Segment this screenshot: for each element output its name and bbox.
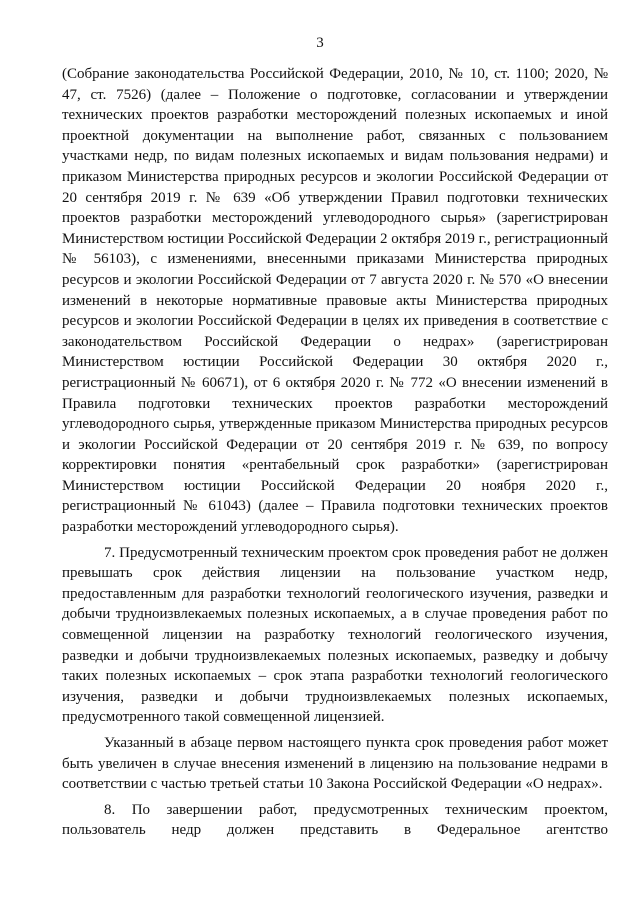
paragraph-continuation: (Собрание законодательства Российской Федерации, 2010, № 10, ст. 1100; 2020, № 47, ст. 7526) (далее – Положение о подготовке, согласовании и утверждении технических проектов разработки месторождений полезных ископаемых и иной проектной документации на выполнение работ, связанных с пользованием участками недр, по видам полезных ископаемых и видам пользования недрами) и приказом Министерства природных ресурсов и экологии Российской Федерации от 20 сентября 2019 г. № 639 «Об утверждении Правил подготовки технических проектов разработки месторождений углеводородного сырья» (зарегистрирован Министерством юстиции Российской Федерации 2 октября 2019 г., регистрационный № 56103), с изменениями, внесенными приказами Министерства природных ресурсов и экологии Российской Федерации от 7 августа 2020 г. № 570 «О внесении изменений в некоторые нормативные правовые акты Министерства природных ресурсов и экологии Российской Федерации в целях их приведения в соответствие с законодательством Российской Федерации о недрах» (зарегистрирован Министерством юстиции Российской Федерации 30 октября 2020 г., регистрационный № 60671), от 6 октября 2020 г. № 772 «О внесении изменений в Правила подготовки технических проектов разработки месторождений углеводородного сырья, утвержденные приказом Министерства природных ресурсов и экологии Российской Федерации от 20 сентября 2019 г. № 639, по вопросу корректировки понятия «рентабельный срок разработки» (зарегистрирован Министерством юстиции Российской Федерации 20 ноября 2020 г., регистрационный № 61043) (далее – Правила подготовки технических проектов разработки месторождений углеводородного сырья).: [62, 66, 608, 536]
paragraph-item-7: 7. Предусмотренный техническим проектом срок проведения работ не должен превышать срок действия лицензии на пользование участком недр, предоставленным для разработки технологий геологического изучения, разведки и добычи трудноизвлекаемых полезных ископаемых, а в случае проведения работ по совмещенной лицензии на разработку технологий геологического изучения, разведки и добычи трудноизвлекаемых полезных ископаемых, разведку и добычу таких полезных ископаемых – срок этапа разработки технологий геологического изучения, разведки и добычи трудноизвлекаемых полезных ископаемых, предусмотренного такой совмещенной лицензией.: [62, 544, 608, 726]
document-body: [62, 64, 608, 841]
paragraph-item-7-second: Указанный в абзаце первом настоящего пункта срок проведения работ может быть увеличен в случае внесения изменений в лицензию на пользование недрами в соответствии с частью третьей статьи 10 Закона Российской Федерации «О недрах».: [62, 735, 608, 793]
paragraph-item-8: 8. По завершении работ, предусмотренных техническим проектом, пользователь недр должен представить в Федеральное агентство: [62, 801, 608, 839]
page-number: 3: [316, 35, 324, 51]
